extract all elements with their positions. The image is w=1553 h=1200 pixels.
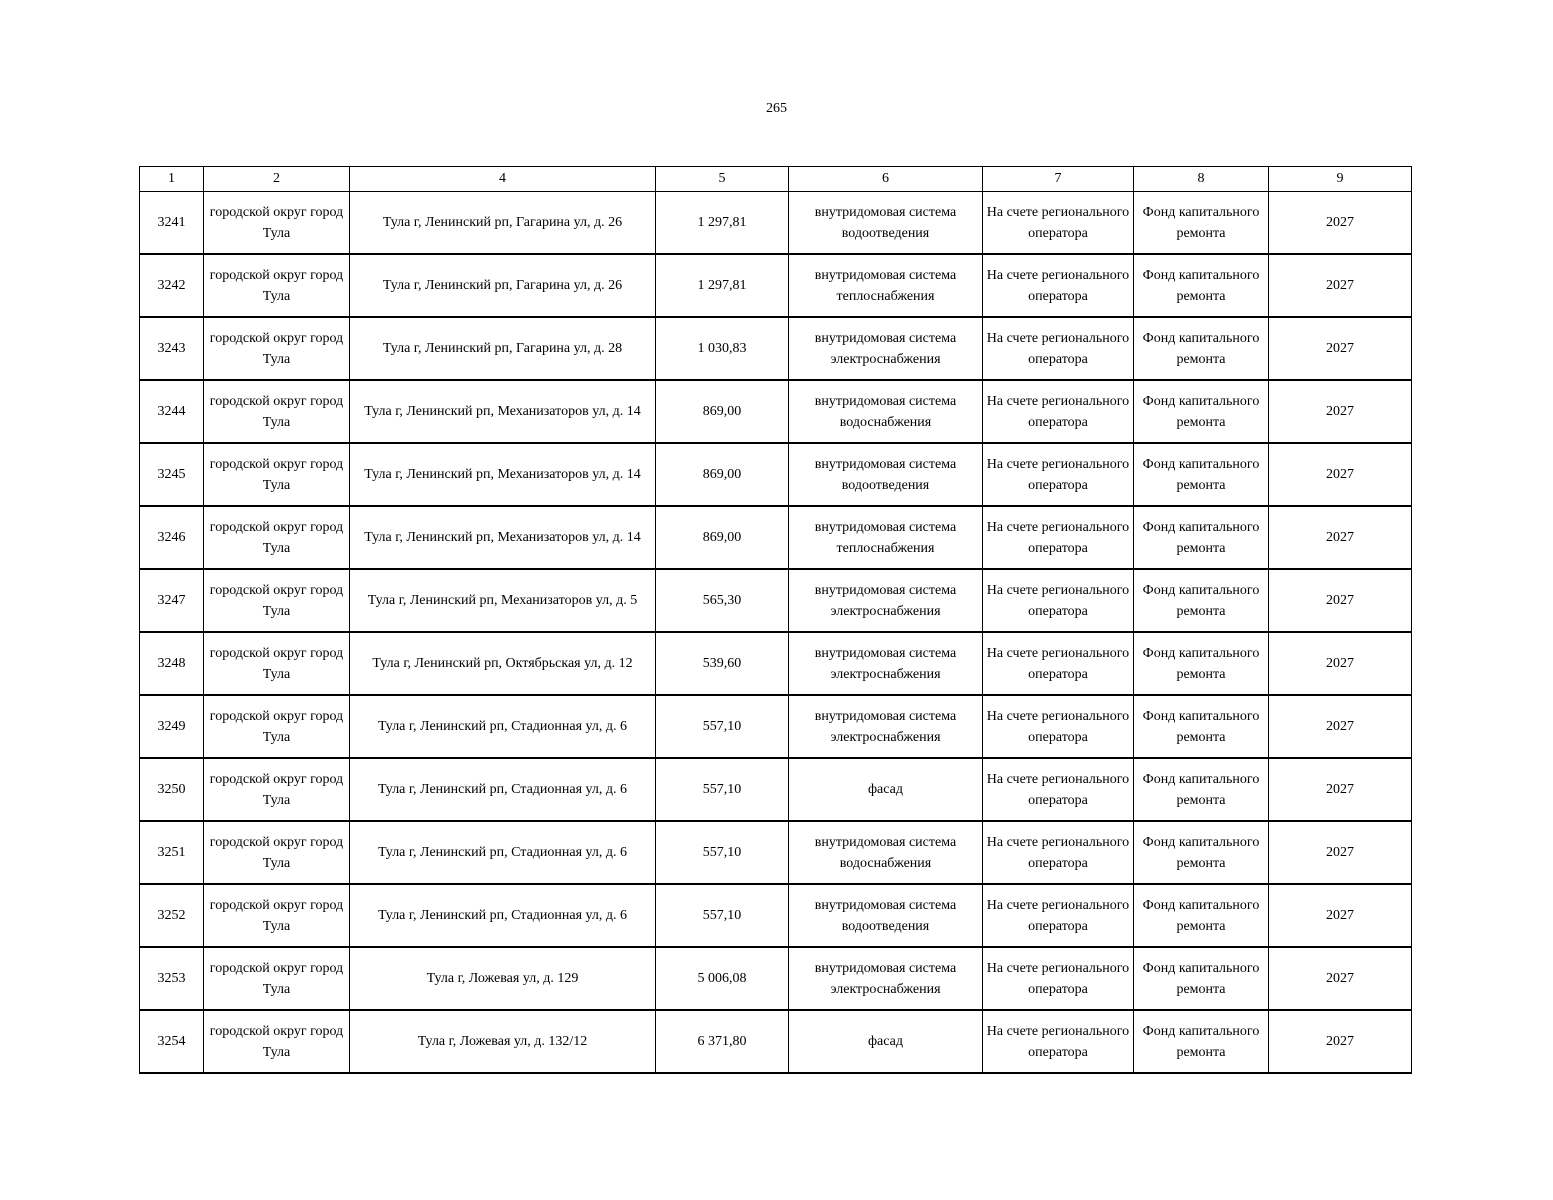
area-cell: 6 371,80	[656, 1010, 789, 1073]
fund-method-cell: На счете регионального оператора	[983, 506, 1134, 569]
year-cell: 2027	[1269, 695, 1412, 758]
area-cell: 5 006,08	[656, 947, 789, 1010]
address-cell: Тула г, Ленинский рп, Стадионная ул, д. 6	[350, 695, 656, 758]
column-header: 1	[140, 167, 204, 192]
column-header: 7	[983, 167, 1134, 192]
table-row	[140, 1010, 1412, 1073]
work-type-cell: внутридомовая система электроснабжения	[789, 947, 983, 1010]
municipality-cell: городской округ город Тула	[204, 821, 350, 884]
area-cell: 539,60	[656, 632, 789, 695]
column-header: 2	[204, 167, 350, 192]
table-row	[140, 506, 1412, 569]
table-body	[140, 192, 1412, 1074]
work-type-cell: внутридомовая система электроснабжения	[789, 317, 983, 380]
year-cell: 2027	[1269, 380, 1412, 443]
row-number-cell: 3246	[140, 506, 204, 569]
fund-method-cell: На счете регионального оператора	[983, 380, 1134, 443]
address-cell: Тула г, Ложевая ул, д. 132/12	[350, 1010, 656, 1073]
municipality-cell: городской округ город Тула	[204, 192, 350, 255]
work-type-cell: внутридомовая система водоотведения	[789, 884, 983, 947]
row-number-cell: 3251	[140, 821, 204, 884]
year-cell: 2027	[1269, 506, 1412, 569]
fund-method-cell: На счете регионального оператора	[983, 632, 1134, 695]
area-cell: 869,00	[656, 443, 789, 506]
year-cell: 2027	[1269, 821, 1412, 884]
fund-method-cell: На счете регионального оператора	[983, 884, 1134, 947]
work-type-cell: внутридомовая система водоотведения	[789, 192, 983, 255]
work-type-cell: внутридомовая система теплоснабжения	[789, 254, 983, 317]
work-type-cell: внутридомовая система водоотведения	[789, 443, 983, 506]
municipality-cell: городской округ город Тула	[204, 317, 350, 380]
year-cell: 2027	[1269, 443, 1412, 506]
table-row	[140, 821, 1412, 884]
work-type-cell: внутридомовая система водоснабжения	[789, 380, 983, 443]
work-type-cell: внутридомовая система электроснабжения	[789, 569, 983, 632]
municipality-cell: городской округ город Тула	[204, 254, 350, 317]
work-type-cell: внутридомовая система теплоснабжения	[789, 506, 983, 569]
table-row	[140, 947, 1412, 1010]
table-row	[140, 443, 1412, 506]
funding-source-cell: Фонд капитального ремонта	[1134, 506, 1269, 569]
fund-method-cell: На счете регионального оператора	[983, 695, 1134, 758]
year-cell: 2027	[1269, 1010, 1412, 1073]
repair-schedule-table	[139, 166, 1412, 1074]
table-header	[140, 167, 1412, 192]
fund-method-cell: На счете регионального оператора	[983, 758, 1134, 821]
row-number-cell: 3248	[140, 632, 204, 695]
fund-method-cell: На счете регионального оператора	[983, 254, 1134, 317]
table-row	[140, 884, 1412, 947]
address-cell: Тула г, Ленинский рп, Стадионная ул, д. 6	[350, 884, 656, 947]
address-cell: Тула г, Ленинский рп, Механизаторов ул, д. 5	[350, 569, 656, 632]
fund-method-cell: На счете регионального оператора	[983, 821, 1134, 884]
funding-source-cell: Фонд капитального ремонта	[1134, 1010, 1269, 1073]
municipality-cell: городской округ город Тула	[204, 632, 350, 695]
column-header: 8	[1134, 167, 1269, 192]
area-cell: 565,30	[656, 569, 789, 632]
funding-source-cell: Фонд капитального ремонта	[1134, 254, 1269, 317]
fund-method-cell: На счете регионального оператора	[983, 1010, 1134, 1073]
municipality-cell: городской округ город Тула	[204, 443, 350, 506]
row-number-cell: 3254	[140, 1010, 204, 1073]
funding-source-cell: Фонд капитального ремонта	[1134, 758, 1269, 821]
row-number-cell: 3250	[140, 758, 204, 821]
row-number-cell: 3243	[140, 317, 204, 380]
row-number-cell: 3241	[140, 192, 204, 255]
year-cell: 2027	[1269, 758, 1412, 821]
municipality-cell: городской округ город Тула	[204, 1010, 350, 1073]
fund-method-cell: На счете регионального оператора	[983, 192, 1134, 255]
funding-source-cell: Фонд капитального ремонта	[1134, 569, 1269, 632]
table-row	[140, 380, 1412, 443]
funding-source-cell: Фонд капитального ремонта	[1134, 443, 1269, 506]
fund-method-cell: На счете регионального оператора	[983, 947, 1134, 1010]
funding-source-cell: Фонд капитального ремонта	[1134, 317, 1269, 380]
row-number-cell: 3242	[140, 254, 204, 317]
municipality-cell: городской округ город Тула	[204, 758, 350, 821]
table-row	[140, 695, 1412, 758]
area-cell: 557,10	[656, 758, 789, 821]
page-number: 265	[766, 101, 787, 116]
municipality-cell: городской округ город Тула	[204, 947, 350, 1010]
area-cell: 1 030,83	[656, 317, 789, 380]
fund-method-cell: На счете регионального оператора	[983, 569, 1134, 632]
address-cell: Тула г, Ленинский рп, Механизаторов ул, д. 14	[350, 380, 656, 443]
area-cell: 1 297,81	[656, 254, 789, 317]
funding-source-cell: Фонд капитального ремонта	[1134, 821, 1269, 884]
row-number-cell: 3244	[140, 380, 204, 443]
row-number-cell: 3247	[140, 569, 204, 632]
municipality-cell: городской округ город Тула	[204, 506, 350, 569]
work-type-cell: внутридомовая система водоснабжения	[789, 821, 983, 884]
year-cell: 2027	[1269, 884, 1412, 947]
address-cell: Тула г, Ленинский рп, Стадионная ул, д. 6	[350, 821, 656, 884]
row-number-cell: 3252	[140, 884, 204, 947]
column-number-row	[140, 167, 1412, 192]
funding-source-cell: Фонд капитального ремонта	[1134, 695, 1269, 758]
year-cell: 2027	[1269, 947, 1412, 1010]
work-type-cell: фасад	[789, 758, 983, 821]
address-cell: Тула г, Ложевая ул, д. 129	[350, 947, 656, 1010]
municipality-cell: городской округ город Тула	[204, 695, 350, 758]
column-header: 6	[789, 167, 983, 192]
year-cell: 2027	[1269, 632, 1412, 695]
row-number-cell: 3249	[140, 695, 204, 758]
table-row	[140, 254, 1412, 317]
area-cell: 557,10	[656, 821, 789, 884]
address-cell: Тула г, Ленинский рп, Октябрьская ул, д. 12	[350, 632, 656, 695]
year-cell: 2027	[1269, 569, 1412, 632]
funding-source-cell: Фонд капитального ремонта	[1134, 884, 1269, 947]
funding-source-cell: Фонд капитального ремонта	[1134, 632, 1269, 695]
table-row	[140, 192, 1412, 255]
municipality-cell: городской округ город Тула	[204, 569, 350, 632]
column-header: 5	[656, 167, 789, 192]
area-cell: 869,00	[656, 506, 789, 569]
municipality-cell: городской округ город Тула	[204, 884, 350, 947]
work-type-cell: внутридомовая система электроснабжения	[789, 632, 983, 695]
table-row	[140, 758, 1412, 821]
area-cell: 557,10	[656, 884, 789, 947]
year-cell: 2027	[1269, 254, 1412, 317]
table-row	[140, 317, 1412, 380]
funding-source-cell: Фонд капитального ремонта	[1134, 192, 1269, 255]
address-cell: Тула г, Ленинский рп, Стадионная ул, д. 6	[350, 758, 656, 821]
row-number-cell: 3245	[140, 443, 204, 506]
address-cell: Тула г, Ленинский рп, Гагарина ул, д. 28	[350, 317, 656, 380]
municipality-cell: городской округ город Тула	[204, 380, 350, 443]
fund-method-cell: На счете регионального оператора	[983, 443, 1134, 506]
column-header: 4	[350, 167, 656, 192]
fund-method-cell: На счете регионального оператора	[983, 317, 1134, 380]
address-cell: Тула г, Ленинский рп, Механизаторов ул, д. 14	[350, 506, 656, 569]
table-row	[140, 632, 1412, 695]
work-type-cell: внутридомовая система электроснабжения	[789, 695, 983, 758]
address-cell: Тула г, Ленинский рп, Механизаторов ул, д. 14	[350, 443, 656, 506]
area-cell: 1 297,81	[656, 192, 789, 255]
area-cell: 557,10	[656, 695, 789, 758]
column-header: 9	[1269, 167, 1412, 192]
table-row	[140, 569, 1412, 632]
address-cell: Тула г, Ленинский рп, Гагарина ул, д. 26	[350, 254, 656, 317]
work-type-cell: фасад	[789, 1010, 983, 1073]
funding-source-cell: Фонд капитального ремонта	[1134, 947, 1269, 1010]
address-cell: Тула г, Ленинский рп, Гагарина ул, д. 26	[350, 192, 656, 255]
year-cell: 2027	[1269, 192, 1412, 255]
funding-source-cell: Фонд капитального ремонта	[1134, 380, 1269, 443]
year-cell: 2027	[1269, 317, 1412, 380]
row-number-cell: 3253	[140, 947, 204, 1010]
area-cell: 869,00	[656, 380, 789, 443]
